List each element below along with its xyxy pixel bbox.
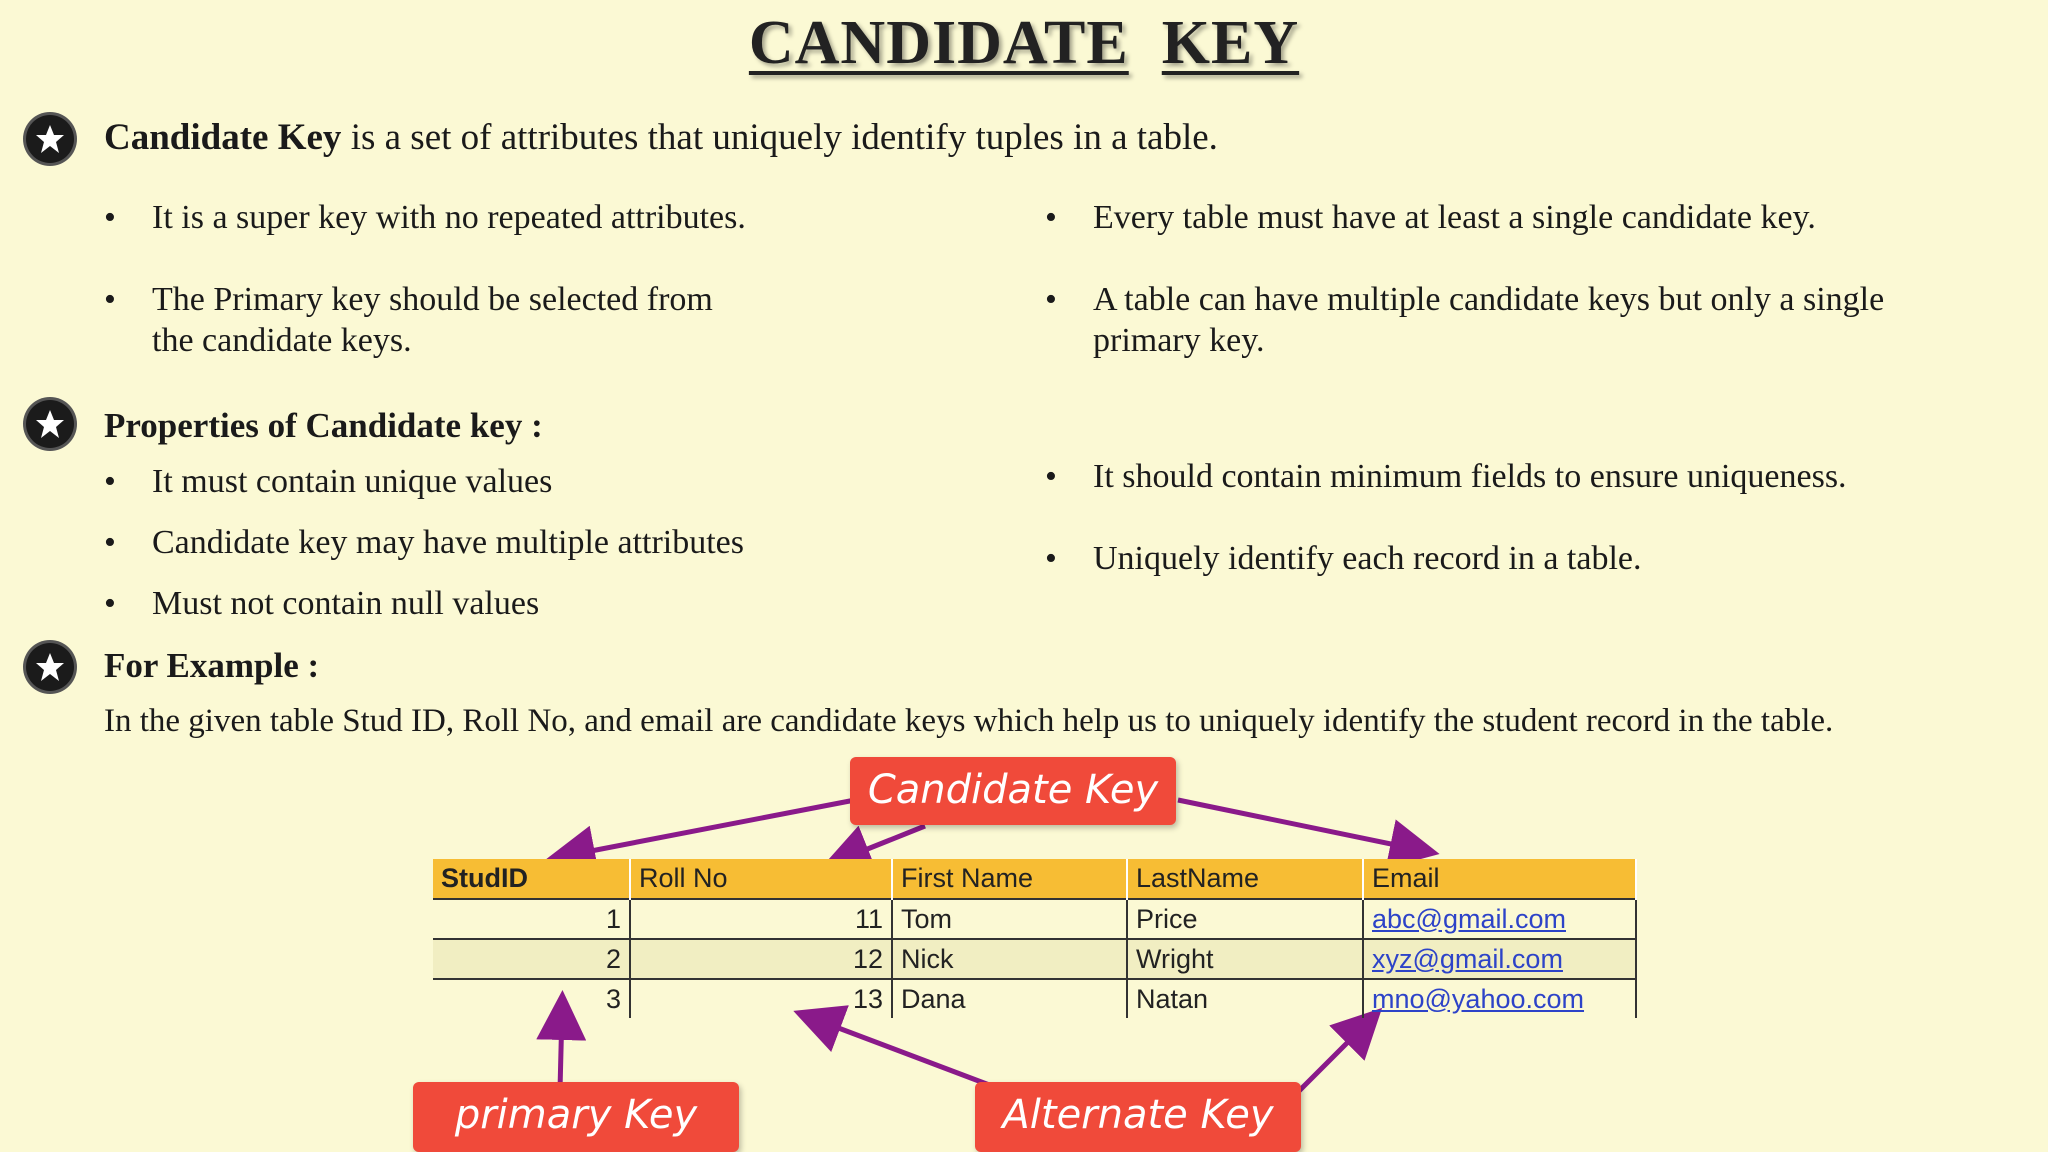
- bullet-dot: •: [1045, 540, 1057, 577]
- email-link[interactable]: xyz@gmail.com: [1372, 943, 1563, 974]
- bullet-dot: •: [104, 524, 116, 561]
- list-item-text: Every table must have at least a single candidate key.: [1093, 199, 1816, 236]
- list-item-text: Must not contain null values: [152, 585, 540, 622]
- table-row: [433, 979, 1636, 1018]
- arrow-alt-rollno: [812, 1018, 992, 1086]
- header-email: Email: [1363, 859, 1636, 899]
- arrow-alt-email: [1298, 1022, 1368, 1092]
- title-word-2: KEY: [1161, 9, 1300, 77]
- header-firstname: First Name: [892, 859, 1127, 899]
- list-item-text-cont: primary key.: [1093, 322, 1265, 359]
- cell-studid: 3: [433, 979, 630, 1018]
- list-item-text: The Primary key should be selected from: [152, 281, 713, 318]
- list-item-text: Candidate key may have multiple attributes: [152, 524, 744, 561]
- arrow-to-studid: [565, 800, 855, 856]
- bullet-dot: •: [104, 585, 116, 622]
- table-row: [433, 899, 1636, 939]
- definition-text: is a set of attributes that uniquely identify tuples in a table.: [341, 117, 1218, 158]
- cell-lastname: Wright: [1127, 939, 1363, 979]
- table-row: [433, 939, 1636, 979]
- cell-firstname: Nick: [892, 939, 1127, 979]
- list-item-text: It is a super key with no repeated attributes.: [152, 199, 746, 236]
- cell-studid: 1: [433, 899, 630, 939]
- properties-term: Properties of Candidate key :: [104, 406, 543, 445]
- cell-firstname: Dana: [892, 979, 1127, 1018]
- list-item-text: Uniquely identify each record in a table.: [1093, 540, 1642, 577]
- email-link[interactable]: mno@yahoo.com: [1372, 983, 1585, 1014]
- candidate-key-label: Candidate Key: [850, 757, 1176, 825]
- cell-lastname: Natan: [1127, 979, 1363, 1018]
- title-word-1: CANDIDATE: [748, 9, 1129, 77]
- cell-email: [1363, 939, 1636, 979]
- header-lastname: LastName: [1127, 859, 1363, 899]
- arrow-to-rollno: [840, 826, 925, 860]
- cell-rollno: 13: [630, 979, 892, 1018]
- list-item-text-cont: the candidate keys.: [152, 322, 412, 359]
- header-rollno: Roll No: [630, 859, 892, 899]
- table-header-row: [433, 859, 1636, 899]
- cell-studid: 2: [433, 939, 630, 979]
- alternate-key-label: Alternate Key: [975, 1082, 1301, 1152]
- bullet-dot: •: [104, 281, 116, 318]
- bullet-dot: •: [1045, 281, 1057, 318]
- list-item-text: It should contain minimum fields to ensure uniqueness.: [1093, 458, 1847, 495]
- cell-email: [1363, 979, 1636, 1018]
- list-item-text: A table can have multiple candidate keys but only a single: [1093, 281, 1885, 318]
- arrow-primary: [560, 1010, 562, 1090]
- primary-key-label: primary Key: [413, 1082, 739, 1152]
- bullet-dot: •: [1045, 199, 1057, 236]
- list-item-text: It must contain unique values: [152, 463, 553, 500]
- cell-firstname: Tom: [892, 899, 1127, 939]
- bullet-dot: •: [104, 199, 116, 236]
- definition-term: Candidate Key: [104, 117, 342, 158]
- cell-email: [1363, 899, 1636, 939]
- bullet-dot: •: [104, 463, 116, 500]
- example-term: For Example :: [104, 646, 320, 685]
- example-text: In the given table Stud ID, Roll No, and email are candidate keys which help us to uniquely identify the student record in the table.: [104, 703, 1834, 739]
- cell-lastname: Price: [1127, 899, 1363, 939]
- cell-rollno: 12: [630, 939, 892, 979]
- bullet-dot: •: [1045, 458, 1057, 495]
- email-link[interactable]: abc@gmail.com: [1372, 903, 1566, 934]
- arrow-to-email: [1178, 800, 1420, 850]
- cell-rollno: 11: [630, 899, 892, 939]
- student-table: [433, 859, 1637, 1018]
- header-studid: StudID: [433, 859, 630, 899]
